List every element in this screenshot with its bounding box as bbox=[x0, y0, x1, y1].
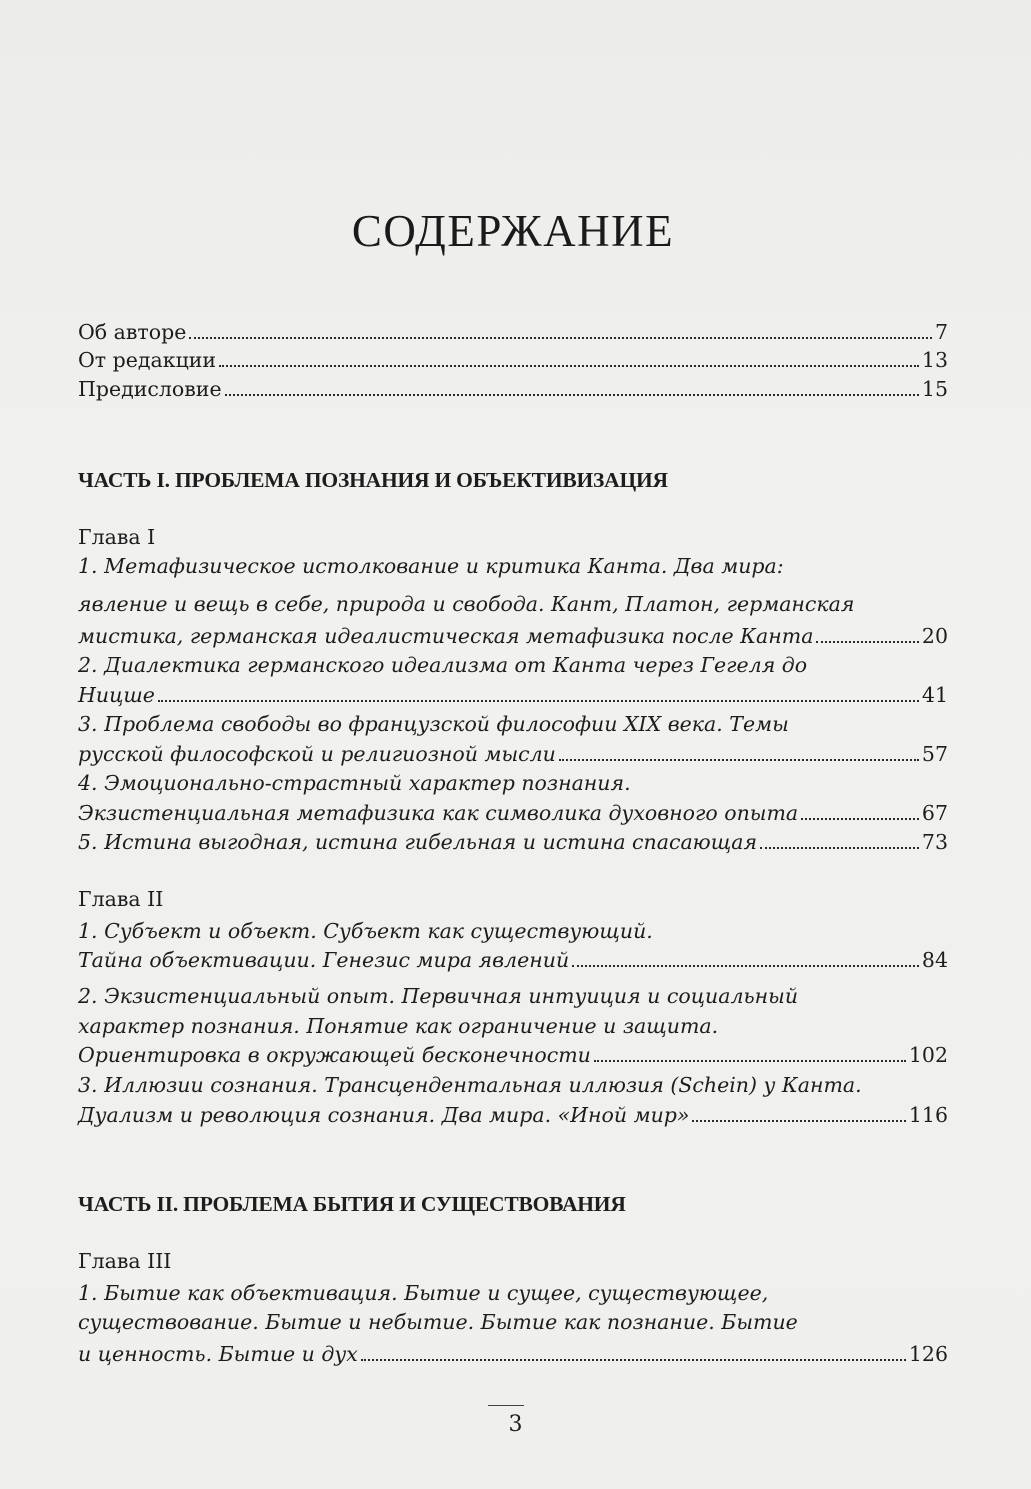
toc-entry-text: Предисловие bbox=[78, 377, 222, 401]
toc-entry-about-author[interactable] bbox=[78, 318, 948, 346]
dot-leader bbox=[692, 1119, 905, 1122]
toc-entry-1-3[interactable]: русской философской и религиозной мысли 57 bbox=[78, 742, 948, 766]
toc-page-number: 7 bbox=[934, 320, 948, 344]
toc-entry-1-2[interactable]: Ницше 41 bbox=[78, 683, 948, 707]
dot-leader bbox=[219, 364, 919, 367]
toc-page-number: 13 bbox=[921, 348, 948, 372]
toc-line[interactable]: характер познания. Понятие как ограничение и защита. bbox=[78, 1014, 719, 1038]
toc-page-number: 67 bbox=[921, 801, 948, 825]
dot-leader bbox=[816, 640, 918, 643]
toc-line[interactable]: явление и вещь в себе, природа и свобода. Кант, Платон, германская bbox=[78, 592, 855, 616]
page-title: СОДЕРЖАНИЕ bbox=[351, 206, 675, 256]
dot-leader bbox=[559, 758, 919, 761]
toc-entry-1-1[interactable]: мистика, германская идеалистическая метафизика после Канта 20 bbox=[78, 624, 948, 648]
dot-leader bbox=[225, 393, 919, 396]
toc-line[interactable]: существование. Бытие и небытие. Бытие как познание. Бытие bbox=[78, 1310, 798, 1334]
toc-line[interactable]: 1. Метафизическое истолкование и критика Канта. Два мира: bbox=[78, 554, 784, 578]
page-number: 3 bbox=[508, 1412, 523, 1437]
part-heading-2: ЧАСТЬ II. ПРОБЛЕМА БЫТИЯ И СУЩЕСТВОВАНИЯ bbox=[78, 1192, 626, 1216]
toc-line[interactable]: 1. Субъект и объект. Субъект как существующий. bbox=[78, 919, 653, 943]
toc-line[interactable]: 1. Бытие как объективация. Бытие и сущее, существующее, bbox=[78, 1281, 769, 1305]
toc-page-number: 57 bbox=[921, 742, 948, 766]
toc-page-number: 102 bbox=[908, 1043, 948, 1067]
toc-entry-3-1[interactable]: и ценность. Бытие и дух 126 bbox=[78, 1342, 948, 1366]
toc-page-number: 116 bbox=[908, 1103, 948, 1127]
dot-leader bbox=[158, 699, 919, 702]
dot-leader bbox=[572, 964, 919, 967]
toc-page-number: 20 bbox=[921, 624, 948, 648]
chapter-label-3: Глава III bbox=[78, 1249, 172, 1273]
toc-line[interactable]: 3. Иллюзии сознания. Трансцендентальная иллюзия (Schein) у Канта. bbox=[78, 1073, 862, 1097]
chapter-label-1: Глава I bbox=[78, 525, 156, 549]
dot-leader bbox=[801, 817, 919, 820]
toc-entry-1-4[interactable]: Экзистенциальная метафизика как символика духовного опыта 67 bbox=[78, 801, 948, 825]
part-heading-1: ЧАСТЬ I. ПРОБЛЕМА ПОЗНАНИЯ И ОБЪЕКТИВИЗАЦИЯ bbox=[78, 468, 668, 492]
toc-page-number: 126 bbox=[908, 1342, 948, 1366]
toc-line[interactable]: 3. Проблема свободы во французской философии XIX века. Темы bbox=[78, 712, 789, 736]
toc-line[interactable]: 2. Диалектика германского идеализма от Канта через Гегеля до bbox=[78, 653, 808, 677]
dot-leader bbox=[760, 846, 919, 849]
chapter-label-2: Глава II bbox=[78, 887, 164, 911]
toc-entry-1-5[interactable]: 5. Истина выгодная, истина гибельная и истина спасающая 73 bbox=[78, 830, 948, 854]
dot-leader bbox=[594, 1059, 906, 1062]
toc-entry-2-1[interactable]: Тайна объективации. Генезис мира явлений 84 bbox=[78, 948, 948, 972]
toc-entry-preface[interactable] bbox=[78, 375, 948, 403]
dot-leader bbox=[361, 1358, 906, 1361]
toc-line[interactable]: 4. Эмоционально-страстный характер познания. bbox=[78, 771, 631, 795]
toc-entry-from-editors[interactable] bbox=[78, 346, 948, 374]
toc-page-number: 84 bbox=[921, 948, 948, 972]
toc-entry-2-2[interactable]: Ориентировка в окружающей бесконечности 102 bbox=[78, 1043, 948, 1067]
toc-entry-text: От редакции bbox=[78, 348, 217, 372]
toc-entry-text: Об авторе bbox=[78, 320, 187, 344]
page-number-rule bbox=[488, 1405, 524, 1406]
toc-page-number: 73 bbox=[921, 830, 948, 854]
toc-line[interactable]: 2. Экзистенциальный опыт. Первичная интуиция и социальный bbox=[78, 984, 799, 1008]
toc-entry-2-3[interactable]: Дуализм и революция сознания. Два мира. «Иной мир» 116 bbox=[78, 1103, 948, 1127]
toc-page-number: 15 bbox=[921, 377, 948, 401]
dot-leader bbox=[189, 336, 932, 339]
toc-page-number: 41 bbox=[921, 683, 948, 707]
